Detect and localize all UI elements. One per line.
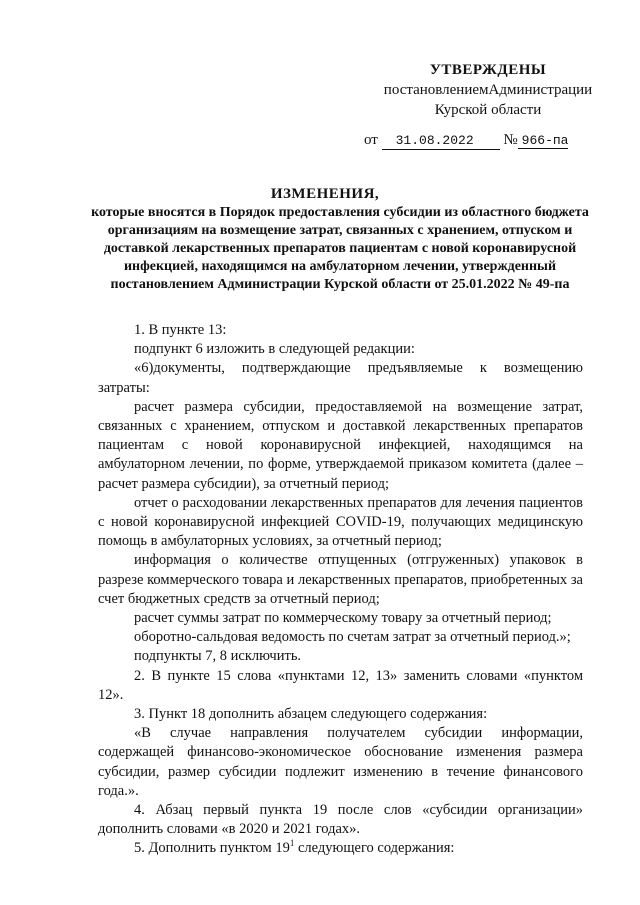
paragraph: расчет суммы затрат по коммерческому товару за отчетный период; [134,610,552,627]
decree-number: 966-па [518,133,569,149]
approval-authority: постановлениемАдминистрации [383,82,593,98]
paragraph: 1. В пункте 13: [134,322,227,338]
paragraph: «В случае направления получателем субсидии информации, содержащей финансово-экономическое обоснование изменения размера субсидии, размер субсидии подлежит изменению в течение финансового года.». [98,725,583,799]
approval-title: УТВЕРЖДЕНЫ [429,62,547,78]
paragraph [98,839,583,858]
approval-region: Курской области [434,102,542,118]
paragraph: отчет о расходовании лекарственных препаратов для лечения пациентов с новой коронавирусной инфекцией COVID-19, получающих медицинскую помощь в амбулаторных условиях, за отчетный период; [98,494,583,550]
paragraph: 2. В пункте 15 слова «пунктами 12, 13» заменить словами «пунктом 12». [98,667,583,703]
paragraph: информация о количестве отпущенных (отгруженных) упаковок в разрезе коммерческого товара и лекарственных препаратов, приобретенных за счет бюджетных средств за отчетный период; [98,552,583,607]
date-field [382,132,500,150]
paragraph: 4. Абзац первый пункта 19 после слов «субсидии организации» дополнить словами «в 2020 и 2021 годах». [98,802,583,838]
paragraph: оборотно-сальдовая ведомость по счетам затрат за отчетный период.»; [134,629,571,646]
decree-date: 31.08.2022 [395,133,474,148]
paragraph: подпункты 7, 8 исключить. [134,648,302,665]
paragraph-text: следующего содержания: [294,840,455,857]
paragraph-text: 5. Дополнить пунктом 19 [134,840,290,857]
approval-stamp [368,60,608,120]
decree-dateline [364,132,614,150]
paragraph: расчет размера субсидии, предоставляемой на возмещение затрат, связанных с хранением, отпуском и доставкой лекарственных препаратов пациентам с новой коронавирусной инфекцией, находящимся на амбулаторном лечении, по форме, утверждаемой приказом комитета (далее – расчет размера субсидии), за отчетный период; [98,398,583,492]
document-subtitle: которые вносятся в Порядок предоставления субсидии из областного бюджета организациям на возмещение затрат, связанных с хранением, отпуском и доставкой лекарственных препаратов пациентам с новой коронавирусной инфекцией, находящимся на амбулаторном лечении, утвержденный постановлением Администрации Курской области от 25.01.2022 № 49-па [91,205,589,292]
paragraph: подпункт 6 изложить в следующей редакции: [134,341,415,358]
paragraph: 3. Пункт 18 дополнить абзацем следующего содержания: [134,706,488,723]
document-body [98,321,583,859]
superscript: 1 [289,838,295,849]
date-prefix: от [364,132,378,148]
number-sign: № [503,132,518,148]
paragraph: «6)документы, подтверждающие предъявляемые к возмещению затраты: [98,360,583,396]
document-title: ИЗМЕНЕНИЯ, [270,186,380,202]
